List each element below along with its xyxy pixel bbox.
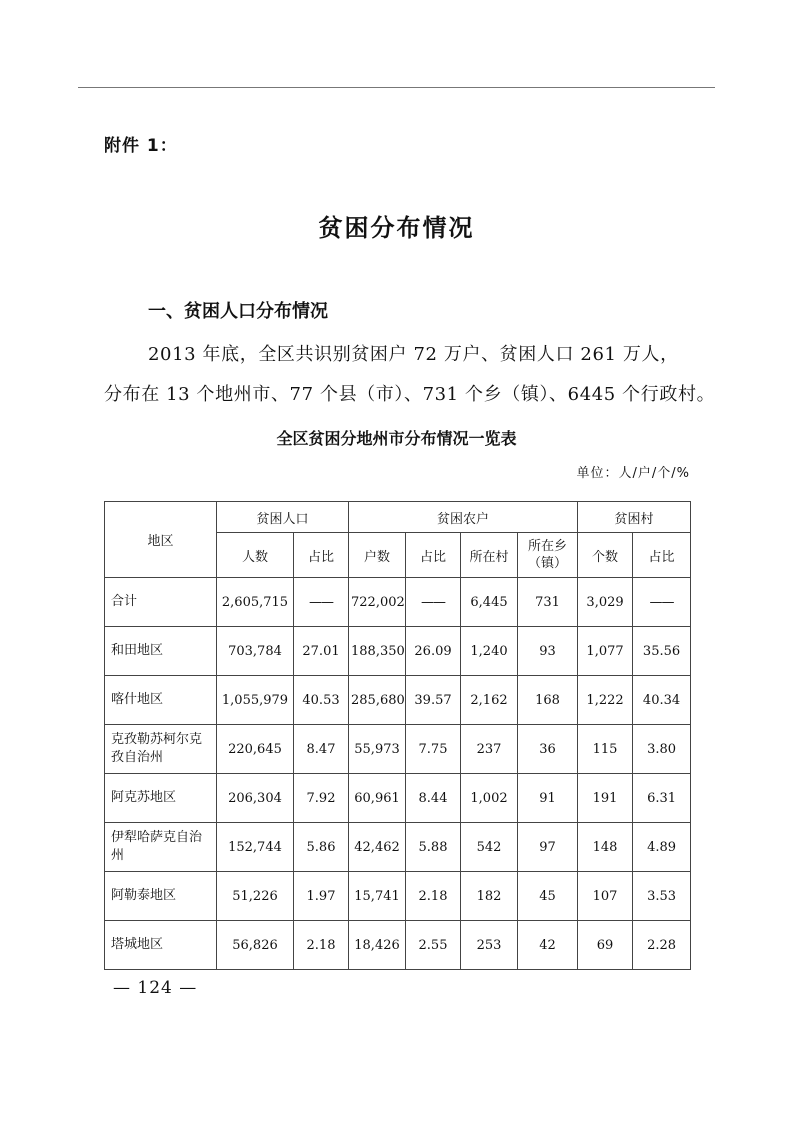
cell-village-share: —— [633,578,691,627]
header-rule [78,87,715,88]
cell-village-count: 3,029 [578,578,633,627]
cell-in-townships: 97 [518,823,578,872]
cell-hh-share: 2.18 [406,872,461,921]
cell-people: 1,055,979 [217,676,294,725]
cell-hh-share: 39.57 [406,676,461,725]
header-in-villages: 所在村 [461,533,518,578]
table-row [105,823,691,872]
cell-pop-share: 27.01 [294,627,349,676]
cell-pop-share: 40.53 [294,676,349,725]
poverty-distribution-table [104,501,691,970]
cell-households: 18,426 [349,921,406,970]
cell-region: 喀什地区 [105,676,217,725]
cell-people: 703,784 [217,627,294,676]
cell-region: 阿勒泰地区 [105,872,217,921]
cell-pop-share: —— [294,578,349,627]
cell-village-share: 3.53 [633,872,691,921]
table-row [105,676,691,725]
cell-people: 152,744 [217,823,294,872]
cell-village-count: 191 [578,774,633,823]
cell-households: 188,350 [349,627,406,676]
header-group-households: 贫困农户 [349,502,578,533]
cell-households: 55,973 [349,725,406,774]
cell-pop-share: 8.47 [294,725,349,774]
cell-in-townships: 36 [518,725,578,774]
cell-households: 722,002 [349,578,406,627]
cell-in-townships: 731 [518,578,578,627]
cell-pop-share: 2.18 [294,921,349,970]
header-village-share: 占比 [633,533,691,578]
cell-in-villages: 182 [461,872,518,921]
table-row [105,627,691,676]
header-in-townships: 所在乡（镇） [518,533,578,578]
cell-village-count: 115 [578,725,633,774]
cell-hh-share: 5.88 [406,823,461,872]
cell-in-villages: 237 [461,725,518,774]
cell-households: 285,680 [349,676,406,725]
cell-in-townships: 42 [518,921,578,970]
cell-village-share: 35.56 [633,627,691,676]
header-hh-share: 占比 [406,533,461,578]
page-title: 贫困分布情况 [318,214,475,242]
cell-village-count: 69 [578,921,633,970]
cell-hh-share: —— [406,578,461,627]
header-village-count: 个数 [578,533,633,578]
section-heading: 一、贫困人口分布情况 [148,301,328,322]
cell-households: 42,462 [349,823,406,872]
cell-people: 51,226 [217,872,294,921]
cell-village-share: 2.28 [633,921,691,970]
cell-region: 和田地区 [105,627,217,676]
cell-pop-share: 7.92 [294,774,349,823]
table-row [105,725,691,774]
cell-village-share: 6.31 [633,774,691,823]
cell-hh-share: 26.09 [406,627,461,676]
cell-in-townships: 93 [518,627,578,676]
cell-region: 克孜勒苏柯尔克孜自治州 [105,725,217,774]
page-number: — 124 — [113,978,198,998]
table-row [105,921,691,970]
table-row [105,578,691,627]
cell-people: 2,605,715 [217,578,294,627]
cell-in-villages: 1,002 [461,774,518,823]
header-region: 地区 [105,502,217,578]
cell-in-villages: 542 [461,823,518,872]
cell-village-count: 1,222 [578,676,633,725]
cell-village-count: 148 [578,823,633,872]
cell-region: 合计 [105,578,217,627]
cell-hh-share: 7.75 [406,725,461,774]
cell-hh-share: 8.44 [406,774,461,823]
cell-village-share: 3.80 [633,725,691,774]
cell-region: 阿克苏地区 [105,774,217,823]
header-pop-share: 占比 [294,533,349,578]
header-people: 人数 [217,533,294,578]
cell-in-villages: 6,445 [461,578,518,627]
cell-in-townships: 168 [518,676,578,725]
cell-in-villages: 1,240 [461,627,518,676]
cell-region: 伊犁哈萨克自治州 [105,823,217,872]
cell-in-villages: 2,162 [461,676,518,725]
cell-village-share: 4.89 [633,823,691,872]
cell-pop-share: 5.86 [294,823,349,872]
cell-people: 206,304 [217,774,294,823]
table-caption: 全区贫困分地州市分布情况一览表 [276,429,517,448]
cell-village-count: 1,077 [578,627,633,676]
paragraph-line-2: 分布在 13 个地州市、77 个县（市）、731 个乡（镇）、6445 个行政村。 [104,384,716,405]
cell-pop-share: 1.97 [294,872,349,921]
cell-people: 220,645 [217,725,294,774]
cell-in-villages: 253 [461,921,518,970]
cell-village-count: 107 [578,872,633,921]
cell-people: 56,826 [217,921,294,970]
unit-note: 单位：人/户/个/% [576,466,690,481]
cell-region: 塔城地区 [105,921,217,970]
cell-hh-share: 2.55 [406,921,461,970]
header-group-population: 贫困人口 [217,502,349,533]
header-households: 户数 [349,533,406,578]
cell-households: 15,741 [349,872,406,921]
cell-in-townships: 45 [518,872,578,921]
cell-in-townships: 91 [518,774,578,823]
attachment-label: 附件 1： [104,136,178,156]
table-row [105,872,691,921]
cell-households: 60,961 [349,774,406,823]
cell-village-share: 40.34 [633,676,691,725]
table-row [105,774,691,823]
header-group-villages: 贫困村 [578,502,691,533]
paragraph-line-1: 2013 年底，全区共识别贫困户 72 万户、贫困人口 261 万人， [148,344,679,365]
